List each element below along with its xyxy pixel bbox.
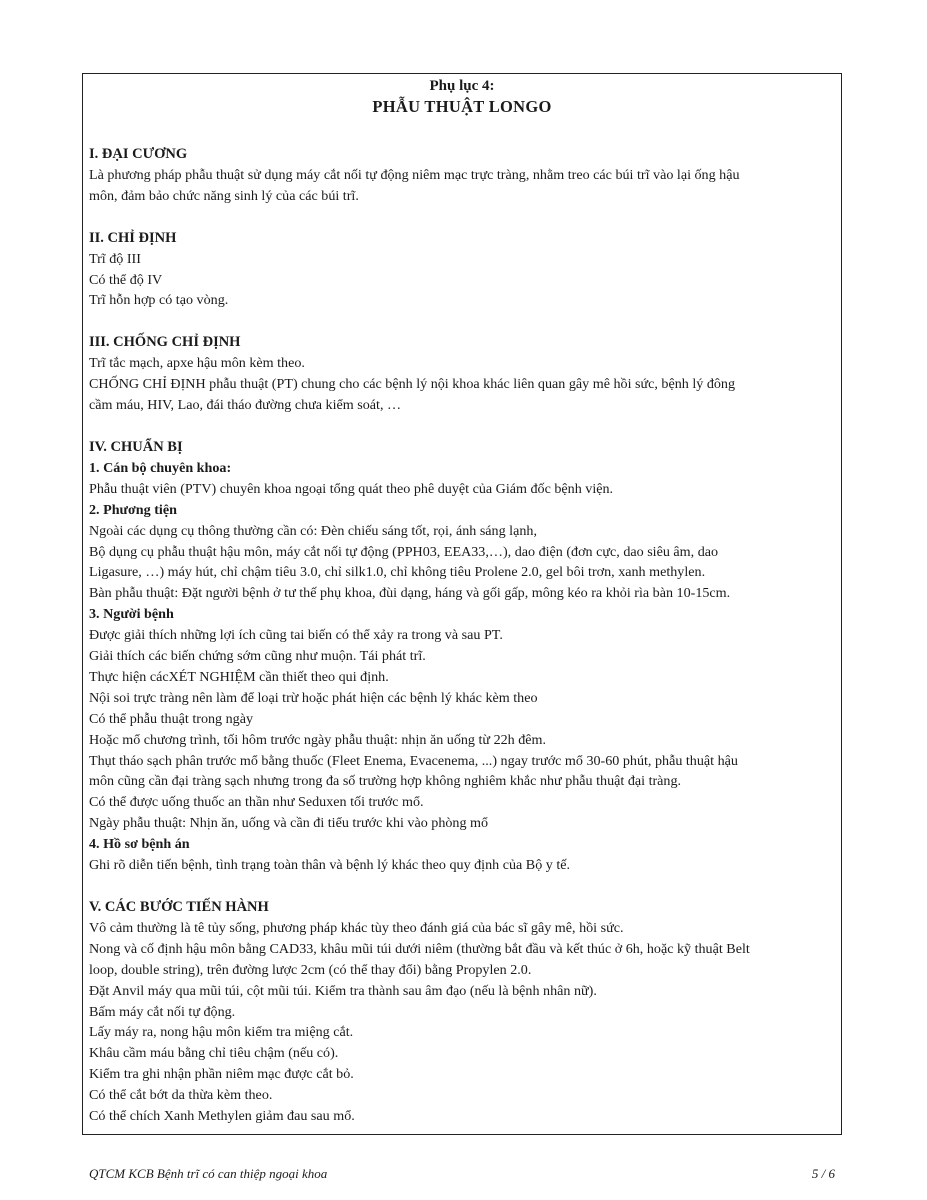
text-line: Phẫu thuật viên (PTV) chuyên khoa ngoại tổng quát theo phê duyệt của Giám đốc bệnh viện. <box>89 480 614 497</box>
text-line: Bộ dụng cụ phẫu thuật hậu môn, máy cắt nối tự động (PPH03, EEA33,…), dao điện (đơn cực, dao siêu âm, dao <box>89 543 719 560</box>
text-line: Ngoài các dụng cụ thông thường cần có: Đèn chiếu sáng tốt, rọi, ánh sáng lạnh, <box>89 522 537 539</box>
body-patient <box>89 625 835 834</box>
text-line: Ligasure, …) máy hút, chỉ chậm tiêu 3.0, chỉ silk1.0, chỉ không tiêu Prolene 2.0, gel bôi trơn, xanh methylen. <box>89 564 706 581</box>
subheading-medical-record: 4. Hồ sơ bệnh án <box>89 836 190 853</box>
text-line: Là phương pháp phẫu thuật sử dụng máy cắt nối tự động niêm mạc trực tràng, nhằm treo các búi trĩ vào lại ống hậu <box>89 166 740 183</box>
text-line: Trĩ độ III <box>89 250 141 267</box>
text-line: Có thể cắt bớt da thừa kèm theo. <box>89 1087 273 1104</box>
text-line: Kiểm tra ghi nhận phần niêm mạc được cắt bỏ. <box>89 1066 354 1083</box>
text-line: cầm máu, HIV, Lao, đái tháo đường chưa kiểm soát, … <box>89 397 402 414</box>
body-equipment <box>89 521 835 605</box>
text-line: Thụt tháo sạch phân trước mổ bằng thuốc (Fleet Enema, Evacenema, ...) ngay trước mổ 30-60 phút, phẫu thuật hậu <box>89 752 738 769</box>
text-line: Trĩ hỗn hợp có tạo vòng. <box>89 292 229 309</box>
text-line: Đặt Anvil máy qua mũi túi, cột mũi túi. Kiểm tra thành sau âm đạo (nếu là bệnh nhân nữ). <box>89 982 597 999</box>
text-line: Nội soi trực tràng nên làm để loại trừ hoặc phát hiện các bệnh lý khác kèm theo <box>89 689 538 706</box>
document-title: PHẪU THUẬT LONGO <box>372 97 552 116</box>
text-line: Ngày phẫu thuật: Nhịn ăn, uống và cần đi tiểu trước khi vào phòng mổ <box>89 815 489 832</box>
subheading-patient: 3. Người bệnh <box>89 606 174 623</box>
text-line: Vô cảm thường là tê tủy sống, phương pháp khác tùy theo đánh giá của bác sĩ gây mê, hồi sức. <box>89 919 624 936</box>
body-specialist-staff <box>89 479 835 500</box>
footer-document-name: QTCM KCB Bệnh trĩ có can thiệp ngoại khoa <box>89 1166 328 1181</box>
text-line: CHỐNG CHỈ ĐỊNH phẫu thuật (PT) chung cho các bệnh lý nội khoa khác liên quan gây mê hồi sức, bệnh lý đông <box>89 376 736 393</box>
text-line: Được giải thích những lợi ích cũng tai biến có thể xảy ra trong và sau PT. <box>89 627 503 644</box>
text-line: Có thể phẫu thuật trong ngày <box>89 710 254 727</box>
text-line: Lấy máy ra, nong hậu môn kiểm tra miệng cắt. <box>89 1024 354 1041</box>
text-line: Có thể chích Xanh Methylen giảm đau sau mổ. <box>89 1108 355 1125</box>
text-line: loop, double string), trên đường lược 2cm (có thể thay đổi) bằng Propylen 2.0. <box>89 961 532 978</box>
document-content <box>89 76 835 1127</box>
text-line: Giải thích các biến chứng sớm cũng như muộn. Tái phát trĩ. <box>89 648 426 665</box>
subheading-specialist-staff: 1. Cán bộ chuyên khoa: <box>89 459 232 476</box>
text-line: Ghi rõ diễn tiến bệnh, tình trạng toàn thân và bệnh lý khác theo quy định của Bộ y tế. <box>89 857 571 874</box>
text-line: Nong và cố định hậu môn bằng CAD33, khâu mũi túi dưới niêm (thường bắt đầu và kết thúc ở 6h, hoặc kỹ thuật Belt <box>89 940 750 957</box>
text-line: Trĩ tắc mạch, apxe hậu môn kèm theo. <box>89 355 305 372</box>
section-heading-general: I. ĐẠI CƯƠNG <box>89 146 188 162</box>
section-body-procedure <box>89 918 835 1127</box>
section-body-general <box>89 165 835 207</box>
document-frame <box>82 73 842 1135</box>
text-line: môn, đảm bảo chức năng sinh lý của các búi trĩ. <box>89 187 359 204</box>
text-line: Khâu cầm máu bằng chỉ tiêu chậm (nếu có). <box>89 1045 339 1062</box>
footer-page-number: 5 / 6 <box>811 1166 835 1181</box>
text-line: Có thể độ IV <box>89 271 163 288</box>
section-heading-procedure: V. CÁC BƯỚC TIẾN HÀNH <box>89 899 269 915</box>
text-line: Bàn phẫu thuật: Đặt người bệnh ở tư thế phụ khoa, đùi dạng, háng và gối gấp, mông kéo ra khỏi rìa bàn 10-15cm. <box>89 585 731 602</box>
section-body-contraindications <box>89 353 835 416</box>
subheading-equipment: 2. Phương tiện <box>89 501 177 518</box>
text-line: Có thể được uống thuốc an thần như Seduxen tối trước mổ. <box>89 794 424 811</box>
text-line: Hoặc mổ chương trình, tối hôm trước ngày phẫu thuật: nhịn ăn uống từ 22h đêm. <box>89 731 547 748</box>
section-heading-preparation: IV. CHUẨN BỊ <box>89 438 183 455</box>
text-line: môn cũng cần đại tràng sạch nhưng trong đa số trường hợp không nghiêm khắc như phẫu thuật đại tràng. <box>89 773 682 790</box>
section-heading-contraindications: III. CHỐNG CHỈ ĐỊNH <box>89 334 241 351</box>
section-body-indications <box>89 249 835 312</box>
appendix-label: Phụ lục 4: <box>429 78 495 94</box>
text-line: Bấm máy cắt nối tự động. <box>89 1003 236 1020</box>
text-line: Thực hiện cácXÉT NGHIỆM cần thiết theo qui định. <box>89 668 389 685</box>
body-medical-record <box>89 855 835 876</box>
section-heading-indications: II. CHỈ ĐỊNH <box>89 229 177 246</box>
